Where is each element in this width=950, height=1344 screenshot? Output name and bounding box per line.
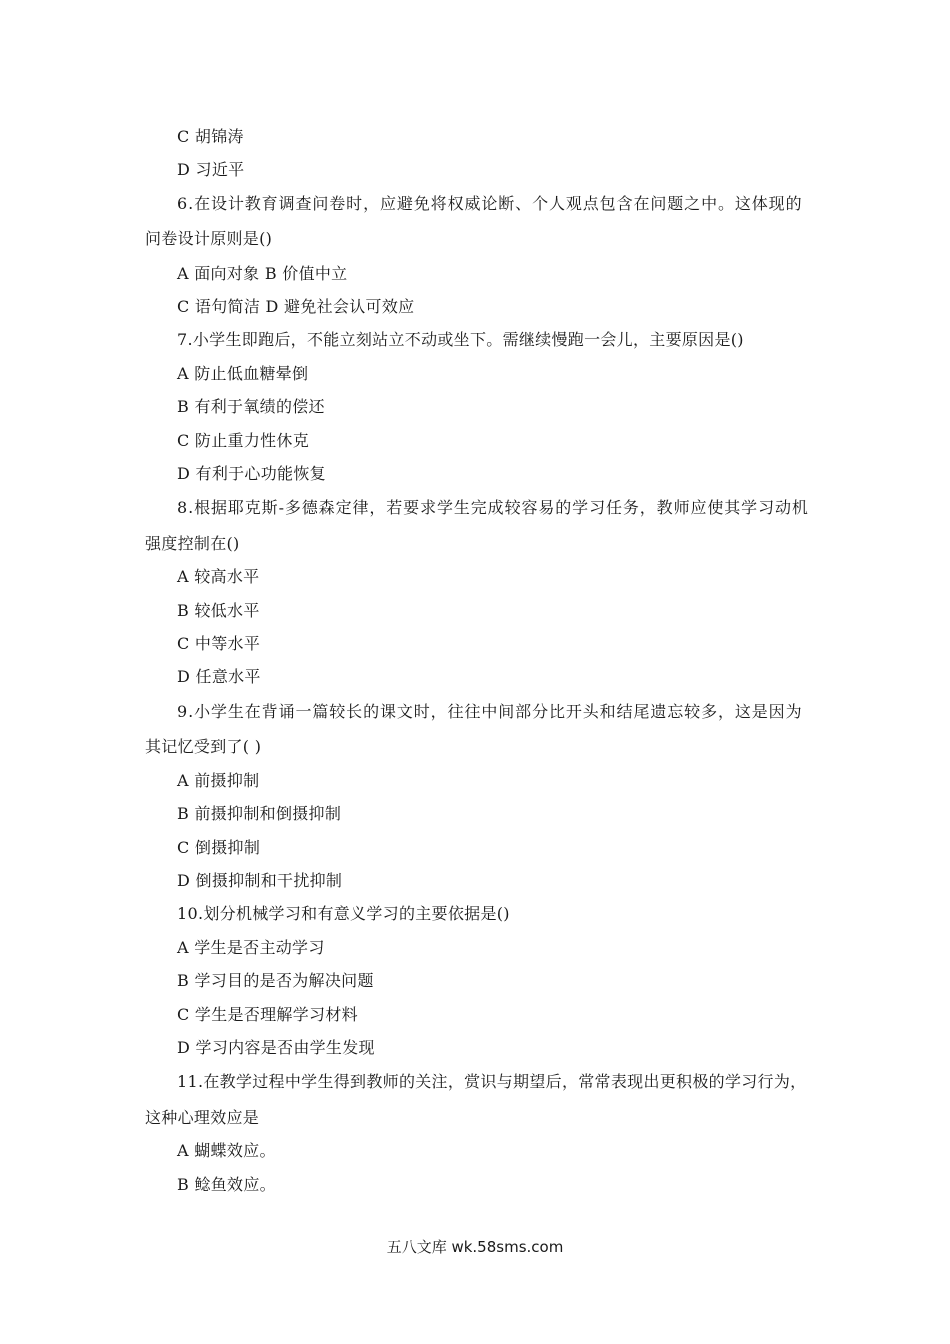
question-line: 7.小学生即跑后，不能立刻站立不动或坐下。需继续慢跑一会儿，主要原因是() [177, 330, 744, 349]
option-line: A 防止低血糖晕倒 [177, 364, 309, 383]
option-line: C 中等水平 [177, 634, 261, 653]
question-line: 11.在教学过程中学生得到教师的关注，赏识与期望后，常常表现出更积极的学习行为， [177, 1072, 807, 1091]
question-continuation-line: 这种心理效应是 [145, 1108, 260, 1127]
option-line: B 学习目的是否为解决问题 [177, 971, 374, 990]
option-line: C 倒摄抑制 [177, 838, 261, 857]
question-continuation-line: 问卷设计原则是() [145, 229, 273, 248]
question-line: 9.小学生在背诵一篇较长的课文时，往往中间部分比开头和结尾遗忘较多，这是因为 [177, 702, 803, 721]
question-continuation-line: 其记忆受到了( ) [145, 737, 262, 756]
option-line: C 语句简洁 D 避免社会认可效应 [177, 297, 415, 316]
option-line: C 学生是否理解学习材料 [177, 1005, 358, 1024]
option-line: D 习近平 [177, 160, 245, 179]
option-line: B 较低水平 [177, 601, 260, 620]
question-line: 10.划分机械学习和有意义学习的主要依据是() [177, 904, 510, 923]
option-line: B 有利于氧绩的偿还 [177, 397, 325, 416]
option-line: A 蝴蝶效应。 [177, 1141, 276, 1160]
option-line: B 前摄抑制和倒摄抑制 [177, 804, 342, 823]
option-line: A 较高水平 [177, 567, 260, 586]
question-line: 6.在设计教育调查问卷时，应避免将权威论断、个人观点包含在问题之中。这体现的 [177, 194, 803, 213]
option-line: D 任意水平 [177, 667, 261, 686]
option-line: D 有利于心功能恢复 [177, 464, 326, 483]
option-line: C 防止重力性休克 [177, 431, 310, 450]
option-line: D 倒摄抑制和干扰抑制 [177, 871, 343, 890]
option-line: B 鲶鱼效应。 [177, 1175, 276, 1194]
option-line: C 胡锦涛 [177, 127, 244, 146]
option-line: D 学习内容是否由学生发现 [177, 1038, 375, 1057]
question-line: 8.根据耶克斯-多德森定律，若要求学生完成较容易的学习任务，教师应使其学习动机 [177, 498, 809, 517]
option-line: A 学生是否主动学习 [177, 938, 325, 957]
option-line: A 前摄抑制 [177, 771, 260, 790]
option-line: A 面向对象 B 价值中立 [177, 264, 348, 283]
question-continuation-line: 强度控制在() [145, 534, 240, 553]
footer-watermark: 五八文库 wk.58sms.com [386, 1238, 564, 1256]
